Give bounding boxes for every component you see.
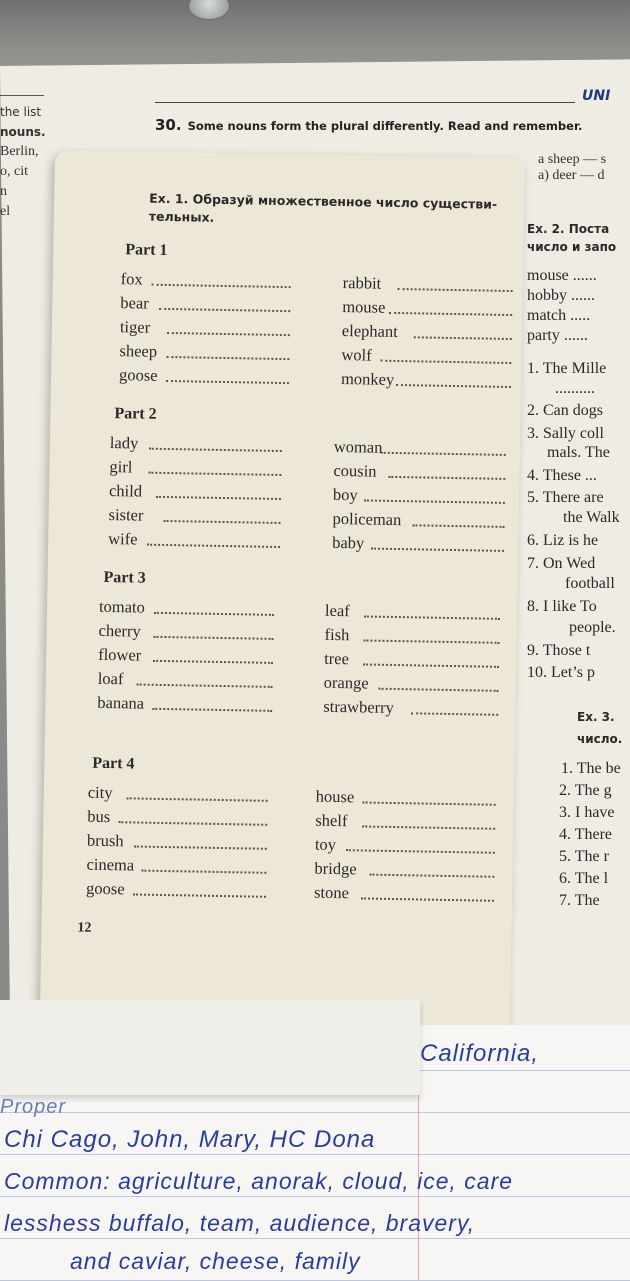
noun-word: goose [85, 878, 125, 899]
answer-blank[interactable] [134, 845, 267, 849]
answer-blank[interactable] [154, 636, 274, 640]
margin-line: el [0, 204, 11, 219]
sentence: 7. The [559, 892, 600, 909]
margin-line: nouns. [0, 125, 46, 139]
answer-blank[interactable] [151, 284, 290, 288]
noun-word: flower [98, 644, 142, 665]
word-item: hobby ...... [527, 287, 595, 304]
noun-word: bus [87, 806, 111, 827]
answer-blank[interactable] [363, 639, 499, 643]
answer-blank[interactable] [362, 825, 495, 829]
part-label: Part 2 [114, 405, 157, 423]
noun-word: banana [97, 692, 145, 713]
plural-example: a) deer — d [538, 168, 605, 183]
answer-blank[interactable] [364, 499, 505, 503]
word-item: mouse ...... [527, 267, 597, 284]
answer-blank[interactable] [156, 496, 281, 500]
exercise-2-title: Ex. 2. Поста [527, 222, 610, 236]
workbook-page [39, 150, 525, 1058]
answer-blank[interactable] [147, 544, 280, 548]
answer-blank[interactable] [361, 897, 494, 901]
noun-word: house [315, 786, 355, 807]
workbook-left-page [39, 150, 525, 1058]
sentence: 5. The r [559, 848, 609, 865]
noun-word: sister [108, 504, 144, 525]
sentence: 1. The Mille [527, 360, 607, 377]
sentence: 1. The be [561, 760, 621, 777]
noun-word: fish [324, 624, 350, 645]
sentence: mals. The [547, 444, 610, 461]
answer-blank[interactable] [381, 452, 506, 456]
sentence: 10. Let’s p [527, 664, 595, 681]
sentence: 2. The g [559, 782, 612, 799]
sentence: 8. I like To [527, 598, 597, 615]
back-page-right-text [538, 152, 606, 184]
noun-word: sheep [119, 341, 158, 361]
noun-word: loaf [97, 668, 124, 689]
noun-word: elephant [341, 321, 398, 342]
answer-blank[interactable] [164, 520, 281, 524]
noun-word: cousin [333, 460, 377, 481]
noun-word: boy [332, 484, 358, 505]
part-label: Part 3 [103, 568, 146, 587]
sentence: the Walk [563, 509, 620, 526]
sentence: 3. I have [559, 804, 615, 821]
sentence: 5. There are [527, 489, 604, 506]
noun-word: monkey [340, 369, 395, 389]
exercise-1-title [149, 190, 520, 232]
margin-line: Berlin, [0, 144, 39, 159]
answer-blank[interactable] [412, 524, 504, 528]
noun-word: baby [332, 532, 365, 553]
answer-blank[interactable] [149, 448, 282, 452]
noun-word: tomato [98, 596, 146, 617]
part-label: Part 1 [125, 241, 168, 259]
noun-word: city [87, 782, 113, 803]
sentence: football [565, 575, 615, 592]
part-label: Part 4 [92, 754, 135, 773]
noun-word: toy [314, 834, 337, 855]
noun-word: bear [120, 293, 149, 313]
noun-word: shelf [315, 810, 348, 831]
margin-line: o, cit [0, 164, 28, 179]
handwritten-line: Chi Cago, John, Mary, HC Dona [4, 1126, 376, 1153]
noun-word: orange [323, 672, 369, 693]
exercise-30 [155, 116, 582, 134]
answer-blank[interactable] [345, 849, 494, 854]
noun-word: child [108, 480, 143, 501]
sentence: people. [569, 619, 616, 636]
noun-word: cherry [98, 620, 141, 641]
answer-blank[interactable] [166, 356, 289, 360]
unit-label: UNI [582, 88, 611, 104]
sentence: 7. On Wed [527, 555, 596, 572]
noun-word: cinema [86, 854, 135, 875]
sentence: 6. The l [559, 870, 609, 887]
sentence: 9. Those t [527, 642, 591, 659]
answer-blank[interactable] [389, 476, 506, 480]
margin-line: the list [0, 105, 42, 119]
noun-word: wolf [341, 345, 372, 365]
answer-blank[interactable] [142, 870, 267, 874]
noun-word: tree [324, 648, 350, 669]
answer-blank[interactable] [396, 384, 511, 388]
noun-word: policeman [332, 508, 402, 530]
ruled-line [0, 1112, 630, 1113]
exercise-2-subtitle: число и запо [527, 240, 617, 254]
handwritten-line: Proper [0, 1096, 67, 1118]
answer-blank[interactable] [166, 380, 289, 384]
noun-word: leaf [324, 600, 350, 621]
noun-word: strawberry [323, 696, 395, 717]
answer-blank[interactable] [118, 821, 267, 826]
ruled-line [0, 1154, 630, 1155]
title-line: тельных. [148, 208, 215, 225]
workbook-right-page [527, 212, 630, 932]
sentence: 4. There [559, 826, 613, 843]
sentence: 4. These ... [527, 467, 597, 484]
answer-blank[interactable] [152, 708, 272, 712]
sentence: .......... [555, 380, 595, 397]
exercise-3-title: Ex. 3. [577, 710, 615, 724]
noun-word: girl [109, 457, 133, 477]
exercise-instruction: Some nouns form the plural differently. Read and remember. [187, 119, 583, 133]
sentence: 3. Sally coll [527, 425, 604, 442]
answer-blank[interactable] [411, 712, 498, 716]
answer-blank[interactable] [398, 288, 513, 292]
noun-word: stone [313, 882, 350, 903]
paper-sheet [0, 1000, 420, 1095]
answer-blank[interactable] [379, 688, 499, 692]
exercise-number: 30. [155, 116, 182, 134]
ruled-line [0, 1238, 630, 1239]
noun-word: tiger [119, 317, 151, 337]
title-line: Ex. 1. Образуй множественное число существи- [149, 190, 498, 212]
answer-blank[interactable] [126, 797, 267, 801]
back-page-left-margin [0, 95, 60, 222]
divider [0, 95, 44, 96]
answer-blank[interactable] [370, 874, 495, 878]
sentence: 6. Liz is he [527, 532, 599, 549]
answer-blank[interactable] [148, 472, 281, 476]
noun-word: mouse [342, 297, 386, 317]
answer-blank[interactable] [389, 312, 512, 316]
plural-example: a sheep — s [538, 152, 607, 167]
noun-word: brush [86, 830, 124, 851]
answer-blank[interactable] [363, 663, 499, 667]
answer-blank[interactable] [153, 660, 273, 664]
top-rule [155, 102, 575, 103]
word-item: match ..... [527, 307, 591, 324]
answer-blank[interactable] [371, 548, 504, 552]
answer-blank[interactable] [364, 615, 500, 619]
noun-word: rabbit [342, 273, 382, 293]
answer-blank[interactable] [136, 684, 272, 688]
noun-word: wife [108, 528, 138, 549]
noun-word: lady [109, 433, 139, 453]
answer-blank[interactable] [167, 332, 290, 336]
answer-blank[interactable] [154, 612, 274, 616]
margin-line: n [0, 184, 7, 199]
handwritten-line: Common: agriculture, anorak, cloud, ice, care [4, 1168, 514, 1194]
ruled-line [0, 1196, 630, 1197]
handwritten-line: lesshess buffalo, team, audience, bravery, [4, 1210, 476, 1236]
handwritten-line: California, [420, 1040, 540, 1067]
noun-word: fox [120, 269, 143, 289]
answer-blank[interactable] [159, 308, 290, 312]
sentence: 2. Can dogs [527, 402, 603, 419]
answer-blank[interactable] [380, 360, 511, 364]
word-item: party ...... [527, 327, 588, 344]
answer-blank[interactable] [133, 893, 266, 897]
exercise-3-subtitle: число. [577, 732, 623, 746]
handwritten-line: and caviar, cheese, family [70, 1248, 361, 1274]
noun-word: goose [118, 365, 158, 385]
answer-blank[interactable] [363, 801, 496, 805]
noun-word: woman [333, 436, 383, 457]
page-number: 12 [77, 920, 92, 936]
answer-blank[interactable] [413, 336, 511, 340]
noun-word: bridge [314, 858, 357, 879]
